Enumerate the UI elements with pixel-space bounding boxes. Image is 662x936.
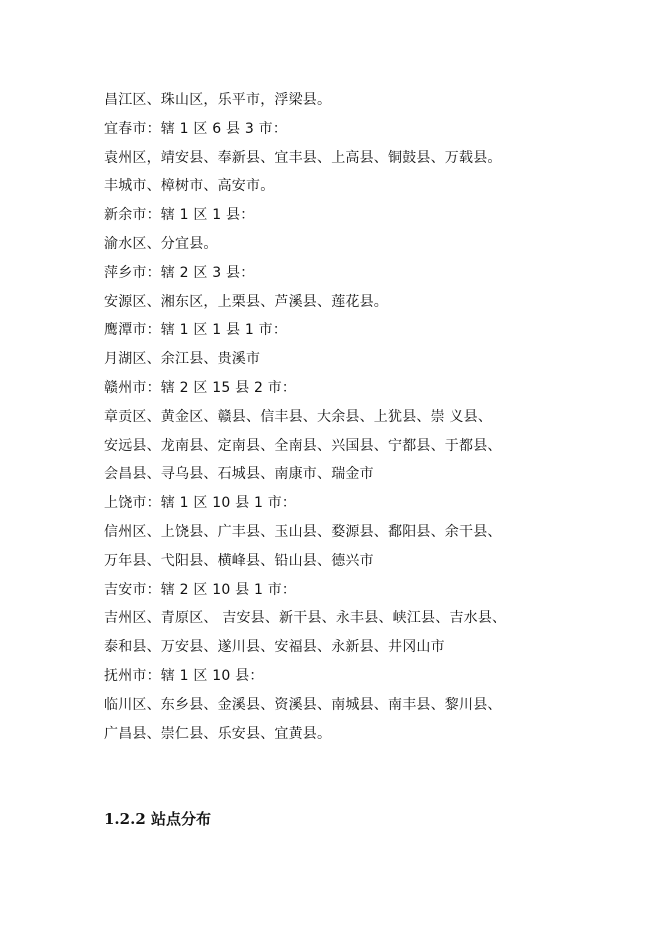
- text-line: 章贡区、黄金区、赣县、信丰县、大余县、上犹县、崇 义县、: [104, 408, 493, 425]
- text-line: 信州区、上饶县、广丰县、玉山县、婺源县、鄱阳县、余干县、: [104, 523, 502, 540]
- text-line: 丰城市、樟树市、高安市。: [104, 178, 275, 195]
- text-line: 临川区、东乡县、金溪县、资溪县、南城县、南丰县、黎川县、: [104, 696, 502, 713]
- text-line: 萍乡市：辖 2 区 3 县：: [104, 264, 255, 281]
- text-line: 会昌县、寻乌县、石城县、南康市、瑞金市: [104, 466, 374, 483]
- text-line: 鹰潭市：辖 1 区 1 县 1 市：: [104, 322, 288, 339]
- text-line: 安源区、湘东区，上栗县、芦溪县、莲花县。: [104, 293, 388, 310]
- section-heading: 1.2.2 站点分布: [104, 810, 211, 828]
- text-line: 上饶市：辖 1 区 10 县 1 市：: [104, 495, 297, 512]
- text-line: 抚州市：辖 1 区 10 县：: [104, 667, 264, 684]
- text-line: 吉州区、青原区、 吉安县、新干县、永丰县、峡江县、吉水县、: [104, 610, 507, 627]
- text-line: 新余市：辖 1 区 1 县：: [104, 207, 255, 224]
- text-line: 广昌县、崇仁县、乐安县、宜黄县。: [104, 725, 332, 742]
- text-line: 昌江区、珠山区，乐平市，浮梁县。: [104, 92, 332, 108]
- admin-division-list: [104, 86, 624, 748]
- text-line: 吉安市：辖 2 区 10 县 1 市：: [104, 581, 297, 598]
- text-line: 赣州市：辖 2 区 15 县 2 市：: [104, 379, 297, 396]
- text-line: 宜春市：辖 1 区 6 县 3 市：: [104, 120, 288, 137]
- text-line: 月湖区、余江县、贵溪市: [104, 351, 261, 368]
- text-line: 渝水区、分宜县。: [104, 235, 218, 252]
- text-line: 安远县、龙南县、定南县、全南县、兴国县、宁都县、于都县、: [104, 437, 502, 454]
- text-line: 万年县、弋阳县、横峰县、铅山县、德兴市: [104, 552, 374, 569]
- text-line: 泰和县、万安县、遂川县、安福县、永新县、井冈山市: [104, 639, 445, 656]
- text-line: 袁州区，靖安县、奉新县、宜丰县、上高县、铜鼓县、万载县。: [104, 149, 502, 166]
